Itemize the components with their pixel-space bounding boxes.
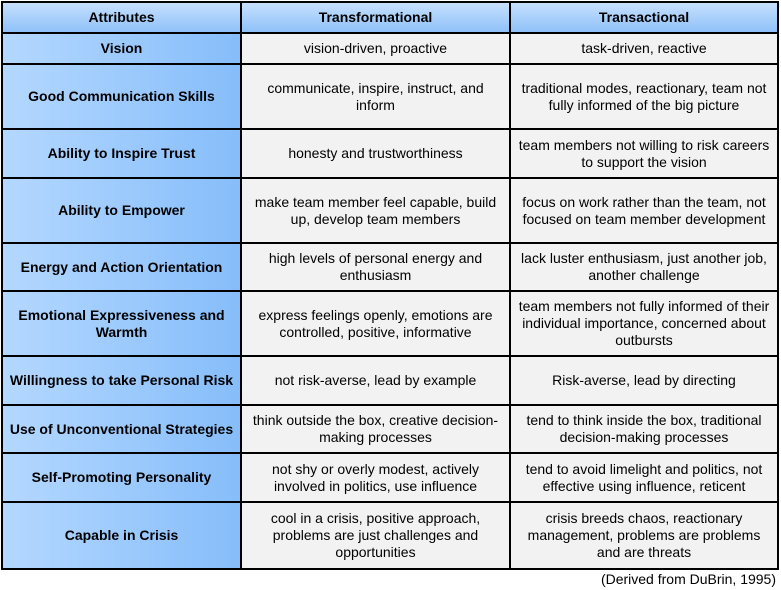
- transformational-cell: not risk-averse, lead by example: [242, 357, 511, 406]
- source-caption: (Derived from DuBrin, 1995): [600, 571, 776, 587]
- table-row: [3, 130, 777, 179]
- table-row: [3, 357, 777, 406]
- transactional-cell: tend to think inside the box, traditional decision-making processes: [511, 406, 777, 454]
- table-row: [3, 244, 777, 292]
- header-transformational: Transformational: [242, 3, 511, 34]
- transformational-cell: think outside the box, creative decision-making processes: [242, 406, 511, 454]
- transactional-cell: traditional modes, reactionary, team not fully informed of the big picture: [511, 65, 777, 130]
- attribute-cell: Ability to Inspire Trust: [3, 130, 242, 179]
- table-row: [3, 503, 777, 568]
- transformational-cell: vision-driven, proactive: [242, 34, 511, 65]
- transformational-cell: honesty and trustworthiness: [242, 130, 511, 179]
- transactional-cell: task-driven, reactive: [511, 34, 777, 65]
- leadership-comparison-table: [3, 3, 777, 568]
- table-frame: [1, 1, 779, 570]
- attribute-cell: Vision: [3, 34, 242, 65]
- transformational-cell: express feelings openly, emotions are controlled, positive, informative: [242, 292, 511, 357]
- attribute-cell: Use of Unconventional Strategies: [3, 406, 242, 454]
- table-row: [3, 292, 777, 357]
- table-row: [3, 406, 777, 454]
- transactional-cell: focus on work rather than the team, not focused on team member development: [511, 179, 777, 244]
- attribute-cell: Willingness to take Personal Risk: [3, 357, 242, 406]
- header-transactional: Transactional: [511, 3, 777, 34]
- transactional-cell: lack luster enthusiasm, just another job, another challenge: [511, 244, 777, 292]
- attribute-cell: Ability to Empower: [3, 179, 242, 244]
- transactional-cell: crisis breeds chaos, reactionary management, problems are problems and are threats: [511, 503, 777, 568]
- transactional-cell: team members not fully informed of their individual importance, concerned about outbursts: [511, 292, 777, 357]
- transactional-cell: Risk-averse, lead by directing: [511, 357, 777, 406]
- transformational-cell: not shy or overly modest, actively involved in politics, use influence: [242, 454, 511, 503]
- transformational-cell: make team member feel capable, build up, develop team members: [242, 179, 511, 244]
- transformational-cell: high levels of personal energy and enthusiasm: [242, 244, 511, 292]
- transactional-cell: team members not willing to risk careers to support the vision: [511, 130, 777, 179]
- attribute-cell: Capable in Crisis: [3, 503, 242, 568]
- table-row: [3, 34, 777, 65]
- transactional-cell: tend to avoid limelight and politics, not effective using influence, reticent: [511, 454, 777, 503]
- attribute-cell: Emotional Expressiveness and Warmth: [3, 292, 242, 357]
- header-attributes: Attributes: [3, 3, 242, 34]
- table-row: [3, 179, 777, 244]
- table-row: [3, 454, 777, 503]
- table-row: [3, 65, 777, 130]
- attribute-cell: Self-Promoting Personality: [3, 454, 242, 503]
- transformational-cell: communicate, inspire, instruct, and inform: [242, 65, 511, 130]
- transformational-cell: cool in a crisis, positive approach, problems are just challenges and opportunities: [242, 503, 511, 568]
- attribute-cell: Energy and Action Orientation: [3, 244, 242, 292]
- header-row: [3, 3, 777, 34]
- attribute-cell: Good Communication Skills: [3, 65, 242, 130]
